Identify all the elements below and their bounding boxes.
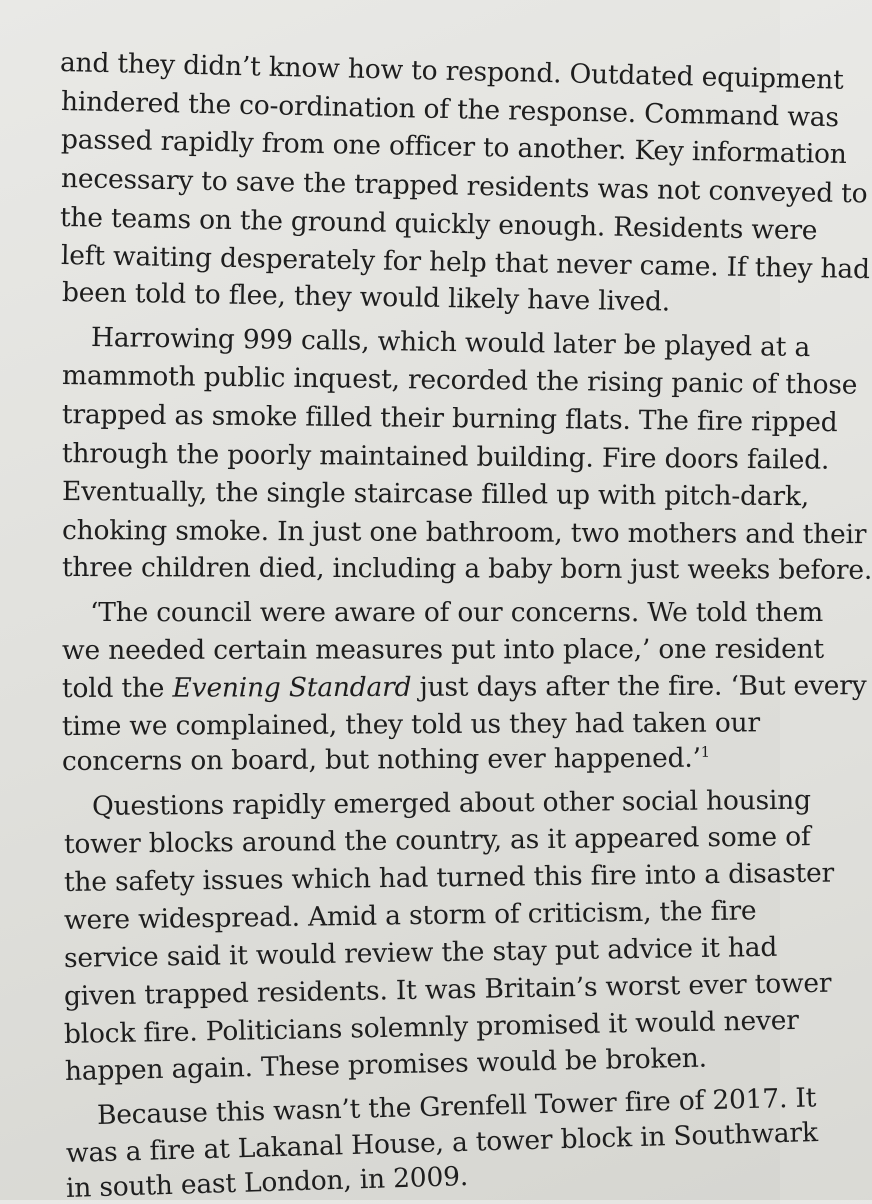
text-line: the teams on the ground quickly enough. Residents were bbox=[59, 202, 818, 247]
text-line: been told to flee, they would likely have lived. bbox=[61, 277, 671, 318]
text-line: Harrowing 999 calls, which would later be played at a bbox=[90, 322, 811, 364]
text-run: just days after the fire. ‘But every bbox=[411, 670, 867, 703]
text-line bbox=[61, 670, 867, 704]
text-line: Eventually, the single staircase filled up with pitch-dark, bbox=[61, 476, 810, 513]
footnote-marker: 1 bbox=[700, 743, 710, 761]
text-line: mammoth public inquest, recorded the rising panic of those bbox=[61, 360, 858, 401]
text-line: Because this wasn’t the Grenfell Tower fire of 2017. It bbox=[96, 1082, 817, 1131]
text-line: three children died, including a baby born just weeks before. bbox=[61, 552, 872, 586]
text-line: service said it would review the stay put advice it had bbox=[63, 931, 778, 974]
text-line: Questions rapidly emerged about other social housing bbox=[91, 784, 811, 822]
text-line: happen again. These promises would be broken. bbox=[64, 1042, 708, 1087]
text-line: block fire. Politicians solemnly promised it would never bbox=[63, 1004, 799, 1050]
text-line: ‘The council were aware of our concerns. We told them bbox=[90, 597, 824, 628]
text-line: we needed certain measures put into place,’ one resident bbox=[61, 633, 824, 666]
text-line: were widespread. Amid a storm of criticism, the fire bbox=[63, 895, 757, 936]
text-line: trapped as smoke filled their burning flats. The fire ripped bbox=[61, 399, 838, 439]
text-line: and they didn’t know how to respond. Outdated equipment bbox=[59, 47, 844, 96]
text-line: in south east London, in 2009. bbox=[65, 1161, 469, 1204]
text-line: was a fire at Lakanal House, a tower block in Southwark bbox=[65, 1117, 819, 1169]
text-line: choking smoke. In just one bathroom, two mothers and their bbox=[61, 515, 867, 551]
text-run: concerns on board, but nothing ever happened.’ bbox=[61, 742, 701, 777]
text-run: told the bbox=[61, 672, 173, 704]
text-line: hindered the co-ordination of the response. Command was bbox=[60, 86, 840, 134]
text-line: the safety issues which had turned this fire into a disaster bbox=[63, 857, 835, 898]
text-line: time we complained, they told us they had taken our bbox=[61, 707, 760, 742]
text-line: given trapped residents. It was Britain’s worst ever tower bbox=[63, 967, 832, 1012]
text-line: tower blocks around the country, as it appeared some of bbox=[63, 821, 811, 860]
text-line bbox=[61, 742, 710, 777]
text-line: through the poorly maintained building. Fire doors failed. bbox=[61, 438, 830, 476]
text-line: necessary to save the trapped residents was not conveyed to bbox=[60, 163, 868, 210]
text-line: passed rapidly from one officer to another. Key information bbox=[60, 124, 847, 171]
text-line: left waiting desperately for help that never came. If they had bbox=[60, 240, 871, 286]
publication-title: Evening Standard bbox=[172, 671, 412, 704]
